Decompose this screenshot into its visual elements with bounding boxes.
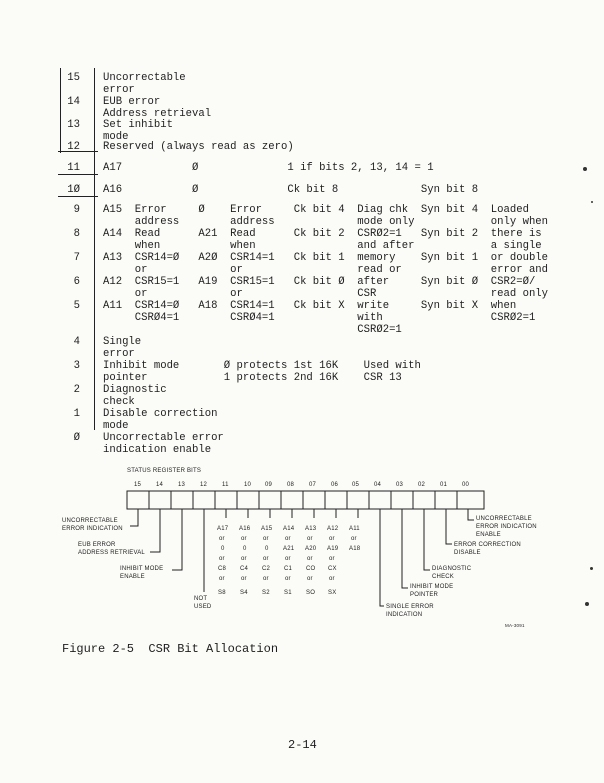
addr-cell: A12 (327, 526, 339, 532)
label-uncorrectable-enable: UNCORRECTABLE (476, 516, 532, 522)
addr-cell: S2 (262, 590, 270, 596)
addr-cell: or (329, 536, 335, 542)
scan-speck (591, 201, 593, 203)
row-text: Single (103, 336, 142, 348)
label-inhibit-mode: INHIBIT MODE (120, 566, 164, 572)
row-text: A15 Error Ø Error Ck bit 4 Diag chk Syn bit 4 Loaded (103, 204, 529, 216)
addr-cell: A17 (217, 526, 229, 532)
addr-cell: A21 (283, 546, 295, 552)
bit-number: 3 (73, 360, 80, 372)
bit-label: 15 (134, 482, 142, 488)
bit-label: 11 (222, 482, 229, 488)
label-not-used: NOT (194, 596, 208, 602)
row-text: Uncorrectable (103, 72, 186, 84)
addr-cell: 0 (243, 546, 247, 552)
addr-cell: or (241, 536, 247, 542)
bit-number: 4 (73, 336, 80, 348)
addr-cell: C8 (218, 566, 227, 572)
label-inhibit-mode-pointer: INHIBIT MODE (410, 584, 454, 590)
bit-number: 1 (73, 408, 80, 420)
addr-cell: or (329, 556, 335, 562)
row-text: or or CSR read only (103, 288, 549, 300)
scan-speck (583, 167, 587, 171)
bit-number: 8 (73, 228, 80, 240)
bit-number: 14 (67, 96, 80, 108)
bit-label: 12 (200, 482, 208, 488)
bit-label: 08 (287, 482, 295, 488)
addr-cell: or (241, 576, 247, 582)
page-number: 2-14 (288, 738, 317, 752)
bit-label: 03 (396, 482, 404, 488)
addr-cell: or (263, 536, 269, 542)
label-inhibit-mode: ENABLE (120, 574, 145, 580)
bit-label: 00 (462, 482, 470, 488)
addr-cell: or (307, 536, 313, 542)
scan-speck (585, 602, 589, 606)
row-text: A16 Ø Ck bit 8 Syn bit 8 (103, 184, 479, 196)
figure-ref-code: MA-3091 (505, 623, 525, 628)
addr-cell: or (241, 556, 247, 562)
addr-cell: CO (306, 566, 316, 572)
label-eub-error: EUB ERROR (78, 542, 116, 548)
row-text: Reserved (always read as zero) (103, 141, 294, 153)
label-uncorrectable-error: UNCORRECTABLE (62, 518, 118, 524)
addr-cell: or (219, 576, 225, 582)
row-text: A11 CSR14=Ø A18 CSR14=1 Ck bit X write Syn bit X when (103, 300, 517, 312)
row-text: A13 CSR14=Ø A2Ø CSR14=1 Ck bit 1 memory Syn bit 1 or double (103, 252, 549, 264)
row-text: A17 Ø 1 if bits 2, 13, 14 = 1 (103, 162, 434, 174)
row-text: Diagnostic (103, 384, 167, 396)
row-text: A12 CSR15=1 A19 CSR15=1 Ck bit Ø after Syn bit Ø CSR2=Ø/ (103, 276, 536, 288)
addr-cell: S8 (218, 590, 226, 596)
row-text: Disable correction (103, 408, 218, 420)
row-text: error (103, 84, 135, 96)
addr-cell: 0 (221, 546, 225, 552)
label-eub-error: ADDRESS RETRIEVAL (78, 550, 145, 556)
label-uncorrectable-error: ERROR INDICATION (62, 526, 123, 532)
bit-label: 13 (178, 482, 186, 488)
bit-label: 14 (156, 482, 164, 488)
row-text: Address retrieval (103, 108, 212, 120)
addr-cell: S4 (240, 590, 248, 596)
row-text: pointer 1 protects 2nd 16K CSR 13 (103, 372, 402, 384)
row-text: when when and after a single (103, 240, 542, 252)
addr-cell: or (219, 556, 225, 562)
label-error-correction-disable: DISABLE (454, 550, 481, 556)
bit-number: 5 (73, 300, 80, 312)
row-text: error (103, 348, 135, 360)
bit-number: 9 (73, 204, 80, 216)
row-text: CSRØ4=1 CSRØ4=1 with CSRØ2=1 (103, 312, 536, 324)
row-text: Uncorrectable error (103, 432, 224, 444)
bit-label: 05 (352, 482, 360, 488)
addr-cell: S1 (284, 590, 292, 596)
row-text: address address mode only only when (103, 216, 549, 228)
addr-cell: CX (328, 566, 337, 572)
bit-label: 02 (418, 482, 426, 488)
addr-cell: SO (306, 590, 316, 596)
bit-label: 09 (265, 482, 273, 488)
addr-cell: A13 (305, 526, 317, 532)
label-uncorrectable-enable: ENABLE (476, 532, 501, 538)
addr-cell: A16 (239, 526, 251, 532)
scan-speck (590, 567, 593, 570)
diagram-title: STATUS REGISTER BITS (127, 468, 202, 474)
bit-number: 1Ø (67, 184, 80, 196)
row-text: or or read or error and (103, 264, 549, 276)
label-single-error: SINGLE ERROR (386, 604, 434, 610)
row-text: Inhibit mode Ø protects 1st 16K Used with (103, 360, 421, 372)
label-error-correction-disable: ERROR CORRECTION (454, 542, 521, 548)
addr-cell: or (219, 536, 225, 542)
addr-cell: or (285, 556, 291, 562)
row-text: CSRØ2=1 (103, 324, 402, 336)
addr-cell: A11 (349, 526, 360, 532)
addr-cell: or (329, 576, 335, 582)
label-uncorrectable-enable: ERROR INDICATION (476, 524, 537, 530)
addr-cell: or (285, 576, 291, 582)
bit-number: 11 (67, 162, 80, 174)
row-text: check (103, 396, 135, 408)
addr-cell: SX (328, 590, 337, 596)
bit-number: 7 (73, 252, 80, 264)
bit-number: 13 (67, 119, 80, 131)
addr-cell: or (263, 576, 269, 582)
addr-cell: C1 (284, 566, 293, 572)
addr-cell: A18 (349, 546, 361, 552)
label-diagnostic-check: DIAGNOSTIC (432, 566, 472, 572)
addr-cell: C4 (240, 566, 249, 572)
addr-cell: A20 (305, 546, 317, 552)
row-text: mode (103, 420, 129, 432)
addr-cell: or (351, 536, 357, 542)
figure-caption: Figure 2-5 CSR Bit Allocation (62, 642, 279, 656)
label-diagnostic-check: CHECK (432, 574, 455, 580)
label-single-error: INDICATION (386, 612, 423, 618)
row-text: Set inhibit (103, 119, 173, 131)
addr-cell: A15 (261, 526, 273, 532)
row-text: indication enable (103, 444, 212, 456)
addr-cell: A19 (327, 546, 339, 552)
bit-label: 07 (309, 482, 317, 488)
addr-cell: or (307, 576, 313, 582)
addr-cell: or (285, 536, 291, 542)
addr-cell: A14 (283, 526, 295, 532)
addr-cell: 0 (265, 546, 269, 552)
bit-label: 01 (440, 482, 448, 488)
bit-number: 15 (67, 72, 80, 84)
bit-label: 10 (244, 482, 252, 488)
bit-number: 6 (73, 276, 80, 288)
bit-label: 04 (374, 482, 382, 488)
addr-cell: C2 (262, 566, 271, 572)
bit-number: 12 (67, 141, 80, 153)
addr-cell: or (307, 556, 313, 562)
bit-label: 06 (331, 482, 339, 488)
bit-number: 2 (73, 384, 80, 396)
addr-cell: or (263, 556, 269, 562)
bit-number: Ø (73, 432, 80, 444)
row-text: mode (103, 131, 129, 143)
label-inhibit-mode-pointer: POINTER (410, 592, 439, 598)
row-text: EUB error (103, 96, 161, 108)
label-not-used: USED (194, 604, 212, 610)
row-text: A14 Read A21 Read Ck bit 2 CSRØ2=1 Syn bit 2 there is (103, 228, 542, 240)
